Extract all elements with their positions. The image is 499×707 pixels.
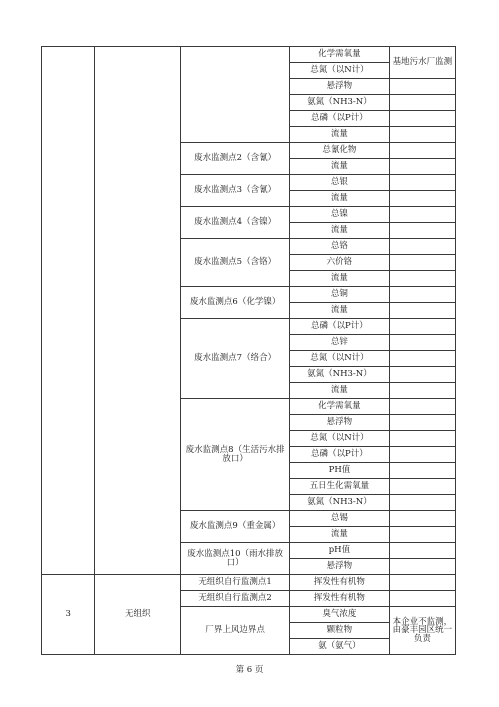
note-cell bbox=[389, 191, 455, 207]
point-cell bbox=[181, 47, 290, 143]
table-row bbox=[42, 575, 456, 591]
note-cell bbox=[389, 127, 455, 143]
parameter-cell: 流量 bbox=[290, 127, 389, 143]
note-cell bbox=[389, 175, 455, 191]
note-cell bbox=[389, 271, 455, 287]
note-cell bbox=[389, 223, 455, 239]
parameter-cell: 总铬 bbox=[290, 239, 389, 255]
parameter-cell: 悬浮物 bbox=[290, 415, 389, 431]
parameter-cell: pH值 bbox=[290, 543, 389, 559]
parameter-cell: 总银 bbox=[290, 175, 389, 191]
note-cell bbox=[389, 383, 455, 399]
parameter-cell: 总氮（以N计） bbox=[290, 431, 389, 447]
parameter-cell: 氨氮（NH3-N） bbox=[290, 495, 389, 511]
note-cell bbox=[389, 447, 455, 463]
parameter-cell: 流量 bbox=[290, 527, 389, 543]
parameter-cell: 总锌 bbox=[290, 335, 389, 351]
parameter-cell: 氨氮（NH3-N） bbox=[290, 367, 389, 383]
parameter-cell: 臭气浓度 bbox=[290, 607, 389, 623]
note-cell: 基地污水厂监测 bbox=[389, 47, 455, 79]
point-label-cell: 废水监测点3（含氰） bbox=[181, 175, 290, 207]
section-number-cell: 3 bbox=[42, 575, 95, 655]
note-cell bbox=[389, 367, 455, 383]
section-category-cell: 无组织 bbox=[95, 575, 181, 655]
note-cell bbox=[389, 287, 455, 303]
note-cell bbox=[389, 511, 455, 527]
page-number: 第 6 页 bbox=[235, 665, 264, 675]
parameter-cell: 总磷（以P计） bbox=[290, 447, 389, 463]
monitoring-table bbox=[41, 46, 456, 655]
parameter-cell: 化学需氧量 bbox=[290, 399, 389, 415]
parameter-cell: 流量 bbox=[290, 159, 389, 175]
category-cell bbox=[95, 47, 181, 575]
note-cell bbox=[389, 591, 455, 607]
point-label-cell: 废水监测点2（含氰） bbox=[181, 143, 290, 175]
point-label-cell: 废水监测点4（含镍） bbox=[181, 207, 290, 239]
note-cell bbox=[389, 335, 455, 351]
note-cell bbox=[389, 463, 455, 479]
note-cell bbox=[389, 159, 455, 175]
note-cell bbox=[389, 479, 455, 495]
parameter-cell: 流量 bbox=[290, 223, 389, 239]
parameter-cell: 流量 bbox=[290, 271, 389, 287]
point-label-cell: 废水监测点5（含铬） bbox=[181, 239, 290, 287]
note-cell bbox=[389, 415, 455, 431]
parameter-cell: 六价铬 bbox=[290, 255, 389, 271]
parameter-cell: 总磷（以P计） bbox=[290, 319, 389, 335]
note-cell bbox=[389, 559, 455, 575]
point-label-cell: 无组织自行监测点1 bbox=[181, 575, 290, 591]
parameter-cell: 总铜 bbox=[290, 287, 389, 303]
note-cell bbox=[389, 111, 455, 127]
point-label-cell: 废水监测点9（重金属） bbox=[181, 511, 290, 543]
parameter-cell: 化学需氧量 bbox=[290, 47, 389, 63]
note-cell bbox=[389, 351, 455, 367]
point-label-cell: 废水监测点7（络合） bbox=[181, 319, 290, 399]
parameter-cell: 总氮（以N计） bbox=[290, 63, 389, 79]
note-cell bbox=[389, 543, 455, 559]
parameter-cell: 氨（氨气） bbox=[290, 639, 389, 655]
note-cell bbox=[389, 575, 455, 591]
point-label-cell: 废水监测点6（化学镍） bbox=[181, 287, 290, 319]
parameter-cell: 流量 bbox=[290, 191, 389, 207]
parameter-cell: 悬浮物 bbox=[290, 559, 389, 575]
parameter-cell: 五日生化需氧量 bbox=[290, 479, 389, 495]
parameter-cell: PH值 bbox=[290, 463, 389, 479]
note-cell bbox=[389, 255, 455, 271]
point-label-cell: 厂界上风边界点 bbox=[181, 607, 290, 655]
note-cell bbox=[389, 431, 455, 447]
monitoring-table-body bbox=[42, 47, 456, 655]
note-cell bbox=[389, 319, 455, 335]
parameter-cell: 流量 bbox=[290, 303, 389, 319]
note-cell: 本企业不监测，由豪丰园区统一负责 bbox=[389, 607, 455, 655]
parameter-cell: 总锡 bbox=[290, 511, 389, 527]
note-cell bbox=[389, 95, 455, 111]
note-cell bbox=[389, 79, 455, 95]
note-cell bbox=[389, 495, 455, 511]
parameter-cell: 总氰化物 bbox=[290, 143, 389, 159]
parameter-cell: 总镍 bbox=[290, 207, 389, 223]
number-cell bbox=[42, 47, 95, 575]
point-label-cell: 无组织自行监测点2 bbox=[181, 591, 290, 607]
note-cell bbox=[389, 527, 455, 543]
table-row bbox=[42, 47, 456, 63]
note-cell bbox=[389, 143, 455, 159]
parameter-cell: 总氮（以N计） bbox=[290, 351, 389, 367]
parameter-cell: 流量 bbox=[290, 383, 389, 399]
parameter-cell: 挥发性有机物 bbox=[290, 575, 389, 591]
parameter-cell: 总磷（以P计） bbox=[290, 111, 389, 127]
parameter-cell: 悬浮物 bbox=[290, 79, 389, 95]
parameter-cell: 颗粒物 bbox=[290, 623, 389, 639]
parameter-cell: 氨氮（NH3-N） bbox=[290, 95, 389, 111]
note-cell bbox=[389, 399, 455, 415]
note-cell bbox=[389, 239, 455, 255]
point-label-cell: 废水监测点8（生活污水排放口） bbox=[181, 399, 290, 511]
parameter-cell: 挥发性有机物 bbox=[290, 591, 389, 607]
point-label-cell: 废水监测点10（雨水排放口） bbox=[181, 543, 290, 575]
note-cell bbox=[389, 207, 455, 223]
note-cell bbox=[389, 303, 455, 319]
